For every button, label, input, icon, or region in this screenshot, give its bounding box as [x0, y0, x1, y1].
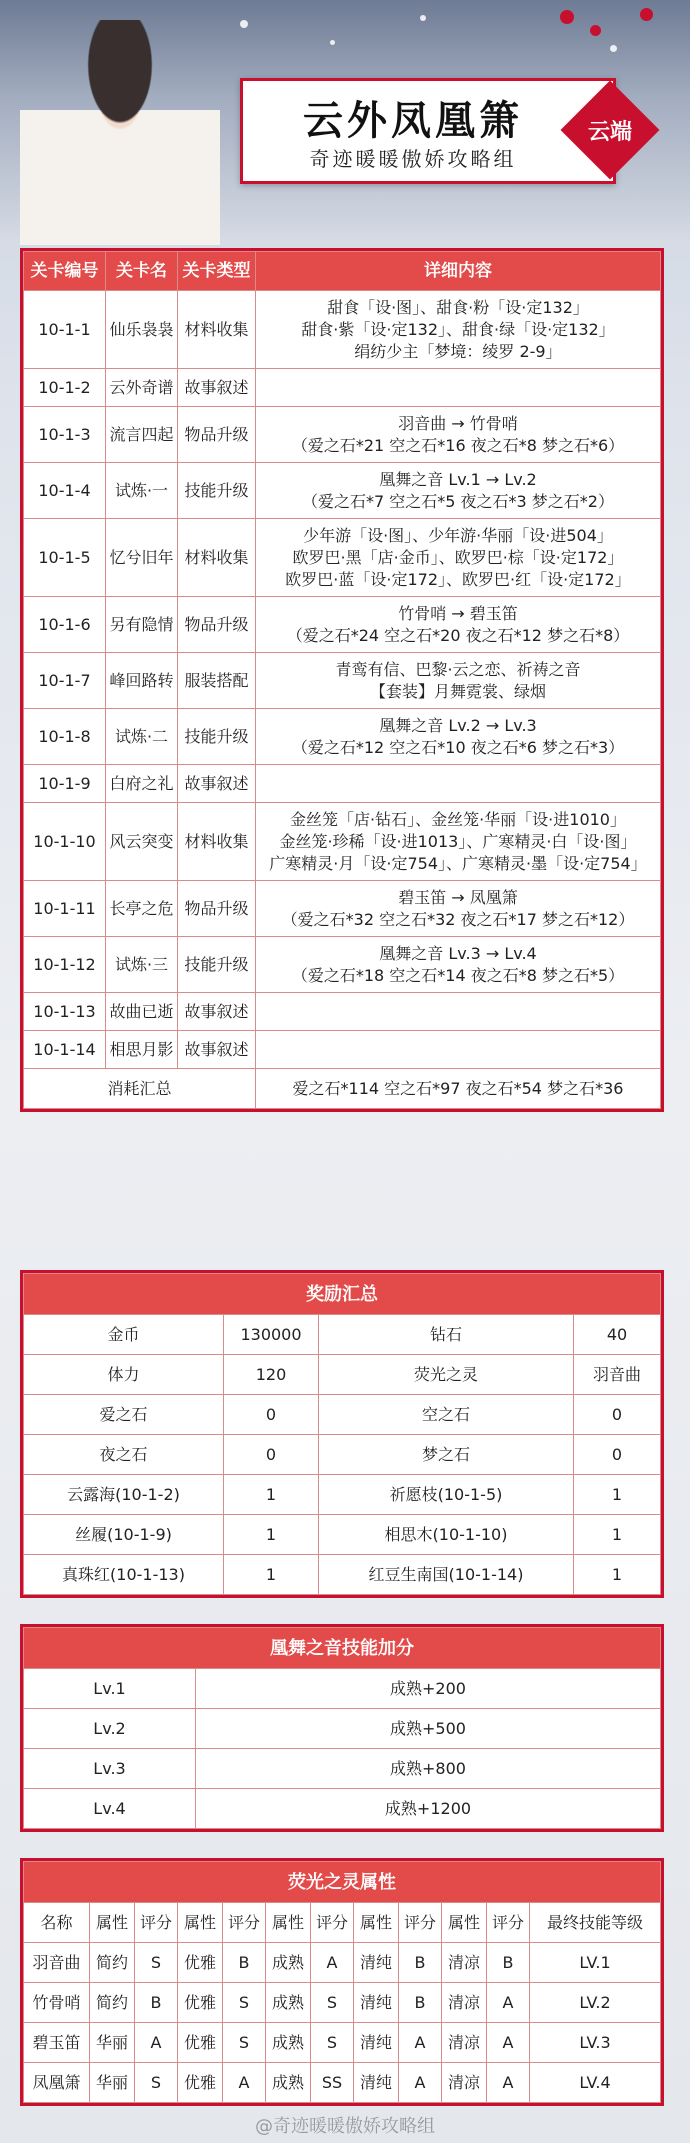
detail-line: 【套装】月舞霓裳、绿烟	[369, 681, 546, 701]
detail-line: （爱之石*12 空之石*10 夜之石*6 梦之石*3）	[291, 737, 625, 757]
level-detail	[256, 765, 661, 803]
table-row	[24, 1031, 661, 1069]
attr-cell: S	[311, 2023, 354, 2063]
attr-cell: B	[399, 1983, 442, 2023]
level-detail	[256, 709, 661, 765]
rewards-card	[20, 1270, 664, 1598]
attr-cell: 简约	[90, 1943, 135, 1983]
summary-label: 消耗汇总	[24, 1069, 256, 1109]
reward-value: 1	[224, 1555, 319, 1595]
attr-cell: 简约	[90, 1983, 135, 2023]
detail-line: 广寒精灵·月「设·定754」、广寒精灵·墨「设·定754」	[269, 853, 647, 873]
attrs-header-row	[24, 1903, 661, 1943]
level-id: 10-1-5	[24, 519, 106, 597]
attr-cell: 优雅	[178, 2063, 223, 2103]
table-row	[24, 2063, 661, 2103]
column-header: 评分	[135, 1903, 178, 1943]
skill-bonus: 成熟+200	[196, 1669, 661, 1709]
column-header: 属性	[354, 1903, 399, 1943]
attr-cell: 成熟	[266, 2023, 311, 2063]
level-type: 故事叙述	[178, 993, 256, 1031]
column-header: 评分	[487, 1903, 530, 1943]
skill-level: Lv.2	[24, 1709, 196, 1749]
attr-cell: S	[223, 2023, 266, 2063]
level-type: 物品升级	[178, 881, 256, 937]
rewards-title: 奖励汇总	[24, 1274, 661, 1315]
skill-card	[20, 1624, 664, 1832]
level-name: 试炼·二	[106, 709, 178, 765]
reward-name: 金币	[24, 1315, 224, 1355]
level-name: 忆兮旧年	[106, 519, 178, 597]
skill-level: Lv.4	[24, 1789, 196, 1829]
level-id: 10-1-14	[24, 1031, 106, 1069]
reward-name: 梦之石	[319, 1435, 574, 1475]
level-type: 故事叙述	[178, 369, 256, 407]
level-name: 试炼·三	[106, 937, 178, 993]
reward-value: 120	[224, 1355, 319, 1395]
level-type: 物品升级	[178, 597, 256, 653]
detail-line: 凰舞之音 Lv.3 → Lv.4	[379, 943, 537, 963]
level-type: 材料收集	[178, 519, 256, 597]
attr-cell: 清凉	[442, 2063, 487, 2103]
level-name: 云外奇谱	[106, 369, 178, 407]
table-row	[24, 1395, 661, 1435]
attr-cell: S	[223, 1983, 266, 2023]
level-name: 另有隐情	[106, 597, 178, 653]
detail-line: 碧玉笛 → 凤凰箫	[398, 887, 518, 907]
attr-cell: LV.2	[530, 1983, 661, 2023]
level-name: 试炼·一	[106, 463, 178, 519]
level-detail	[256, 803, 661, 881]
table-row	[24, 993, 661, 1031]
table-row	[24, 369, 661, 407]
reward-value: 130000	[224, 1315, 319, 1355]
table-row	[24, 1435, 661, 1475]
column-header: 属性	[178, 1903, 223, 1943]
column-header: 评分	[223, 1903, 266, 1943]
level-name: 故曲已逝	[106, 993, 178, 1031]
level-detail	[256, 463, 661, 519]
summary-value: 爱之石*114 空之石*97 夜之石*54 梦之石*36	[256, 1069, 661, 1109]
level-detail	[256, 653, 661, 709]
attr-cell: 成熟	[266, 1983, 311, 2023]
skill-level: Lv.3	[24, 1749, 196, 1789]
attrs-title: 荧光之灵属性	[24, 1862, 661, 1903]
detail-line: 羽音曲 → 竹骨哨	[398, 413, 518, 433]
column-header: 详细内容	[256, 252, 661, 291]
reward-value: 0	[224, 1395, 319, 1435]
column-header: 属性	[266, 1903, 311, 1943]
reward-value: 40	[574, 1315, 661, 1355]
level-name: 仙乐袅袅	[106, 291, 178, 369]
attr-cell: A	[487, 2063, 530, 2103]
detail-line: 竹骨哨 → 碧玉笛	[398, 603, 518, 623]
level-name: 长亭之危	[106, 881, 178, 937]
region-badge: 云端	[587, 119, 632, 145]
table-row	[24, 291, 661, 369]
reward-name: 钻石	[319, 1315, 574, 1355]
detail-line: （爱之石*21 空之石*16 夜之石*8 梦之石*6）	[291, 435, 625, 455]
skill-level: Lv.1	[24, 1669, 196, 1709]
detail-line: （爱之石*18 空之石*14 夜之石*8 梦之石*5）	[291, 965, 625, 985]
character-illustration	[20, 20, 220, 245]
level-type: 技能升级	[178, 937, 256, 993]
table-row	[24, 653, 661, 709]
reward-name: 真珠红(10-1-13)	[24, 1555, 224, 1595]
level-detail	[256, 369, 661, 407]
column-header: 最终技能等级	[530, 1903, 661, 1943]
detail-line: 少年游「设·图」、少年游·华丽「设·进504」	[303, 525, 613, 545]
attr-cell: 清凉	[442, 2023, 487, 2063]
level-detail	[256, 1031, 661, 1069]
attr-cell: S	[311, 1983, 354, 2023]
table-row	[24, 937, 661, 993]
reward-name: 体力	[24, 1355, 224, 1395]
skill-bonus: 成熟+500	[196, 1709, 661, 1749]
table-row	[24, 519, 661, 597]
detail-line: 绢纺少主「梦境：绫罗 2-9」	[354, 341, 562, 361]
item-name: 竹骨哨	[24, 1983, 90, 2023]
reward-value: 1	[224, 1475, 319, 1515]
level-name: 流言四起	[106, 407, 178, 463]
level-name: 风云突变	[106, 803, 178, 881]
attrs-card	[20, 1858, 664, 2106]
summary-row	[24, 1069, 661, 1109]
level-id: 10-1-4	[24, 463, 106, 519]
level-type: 物品升级	[178, 407, 256, 463]
level-detail	[256, 993, 661, 1031]
detail-line: 甜食「设·图」、甜食·粉「设·定132」	[327, 297, 589, 317]
attr-cell: 优雅	[178, 1983, 223, 2023]
detail-line: 凰舞之音 Lv.1 → Lv.2	[379, 469, 537, 489]
level-name: 相思月影	[106, 1031, 178, 1069]
table-row	[24, 1475, 661, 1515]
attr-cell: LV.3	[530, 2023, 661, 2063]
table-row	[24, 709, 661, 765]
reward-value: 1	[224, 1515, 319, 1555]
level-detail	[256, 519, 661, 597]
reward-value: 0	[574, 1435, 661, 1475]
column-header: 名称	[24, 1903, 90, 1943]
level-table-card	[20, 248, 664, 1112]
detail-line: 青鸾有信、巴黎·云之恋、祈祷之音	[335, 659, 581, 679]
attr-cell: 华丽	[90, 2023, 135, 2063]
level-id: 10-1-3	[24, 407, 106, 463]
level-detail	[256, 407, 661, 463]
level-id: 10-1-11	[24, 881, 106, 937]
attr-cell: A	[311, 1943, 354, 1983]
level-id: 10-1-2	[24, 369, 106, 407]
level-type: 故事叙述	[178, 1031, 256, 1069]
reward-name: 荧光之灵	[319, 1355, 574, 1395]
level-id: 10-1-13	[24, 993, 106, 1031]
level-type: 技能升级	[178, 463, 256, 519]
detail-line: （爱之石*32 空之石*32 夜之石*17 梦之石*12）	[281, 909, 635, 929]
table-row	[24, 1789, 661, 1829]
table-row	[24, 881, 661, 937]
title-banner	[240, 78, 616, 184]
reward-value: 0	[574, 1395, 661, 1435]
reward-name: 相思木(10-1-10)	[319, 1515, 574, 1555]
item-name: 凤凰箫	[24, 2063, 90, 2103]
item-name: 羽音曲	[24, 1943, 90, 1983]
watermark: @奇迹暖暖傲娇攻略组	[255, 2116, 435, 2137]
level-name: 峰回路转	[106, 653, 178, 709]
level-detail	[256, 937, 661, 993]
rewards-table	[23, 1273, 661, 1595]
reward-name: 云露海(10-1-2)	[24, 1475, 224, 1515]
level-id: 10-1-6	[24, 597, 106, 653]
attr-cell: 清纯	[354, 2023, 399, 2063]
table-row	[24, 1555, 661, 1595]
detail-line: 欧罗巴·蓝「设·定172」、欧罗巴·红「设·定172」	[285, 569, 631, 589]
skill-table	[23, 1627, 661, 1829]
attr-cell: B	[135, 1983, 178, 2023]
detail-line: 金丝笼·珍稀「设·进1013」、广寒精灵·白「设·图」	[279, 831, 637, 851]
table-row	[24, 1709, 661, 1749]
table-row	[24, 1983, 661, 2023]
column-header: 属性	[442, 1903, 487, 1943]
attr-cell: 成熟	[266, 1943, 311, 1983]
attrs-table	[23, 1861, 661, 2103]
reward-name: 丝履(10-1-9)	[24, 1515, 224, 1555]
table-row	[24, 1943, 661, 1983]
level-name: 白府之礼	[106, 765, 178, 803]
attr-cell: 清凉	[442, 1983, 487, 2023]
reward-name: 红豆生南国(10-1-14)	[319, 1555, 574, 1595]
table-row	[24, 2023, 661, 2063]
attr-cell: A	[399, 2063, 442, 2103]
attr-cell: 清凉	[442, 1943, 487, 1983]
level-type: 故事叙述	[178, 765, 256, 803]
column-header: 关卡名	[106, 252, 178, 291]
table-row	[24, 407, 661, 463]
level-id: 10-1-12	[24, 937, 106, 993]
column-header: 关卡编号	[24, 252, 106, 291]
attr-cell: 清纯	[354, 1983, 399, 2023]
level-id: 10-1-1	[24, 291, 106, 369]
skill-bonus: 成熟+800	[196, 1749, 661, 1789]
attr-cell: 成熟	[266, 2063, 311, 2103]
level-table	[23, 251, 661, 1109]
column-header: 评分	[399, 1903, 442, 1943]
reward-value: 1	[574, 1555, 661, 1595]
column-header: 属性	[90, 1903, 135, 1943]
reward-value: 0	[224, 1435, 319, 1475]
table-row	[24, 765, 661, 803]
attr-cell: S	[135, 1943, 178, 1983]
attr-cell: LV.4	[530, 2063, 661, 2103]
level-type: 服装搭配	[178, 653, 256, 709]
attr-cell: B	[223, 1943, 266, 1983]
detail-line: （爱之石*24 空之石*20 夜之石*12 梦之石*8）	[286, 625, 630, 645]
item-name: 碧玉笛	[24, 2023, 90, 2063]
attr-cell: 清纯	[354, 2063, 399, 2103]
reward-name: 爱之石	[24, 1395, 224, 1435]
column-header: 关卡类型	[178, 252, 256, 291]
table-row	[24, 597, 661, 653]
reward-value: 羽音曲	[574, 1355, 661, 1395]
table-row	[24, 1355, 661, 1395]
level-type: 技能升级	[178, 709, 256, 765]
reward-value: 1	[574, 1515, 661, 1555]
level-id: 10-1-10	[24, 803, 106, 881]
level-id: 10-1-7	[24, 653, 106, 709]
page-subtitle: 奇迹暖暖傲娇攻略组	[309, 147, 517, 171]
attr-cell: A	[399, 2023, 442, 2063]
level-detail	[256, 597, 661, 653]
table-row	[24, 463, 661, 519]
table-row	[24, 1515, 661, 1555]
level-detail	[256, 881, 661, 937]
level-type: 材料收集	[178, 291, 256, 369]
level-type: 材料收集	[178, 803, 256, 881]
level-id: 10-1-9	[24, 765, 106, 803]
reward-value: 1	[574, 1475, 661, 1515]
table-row	[24, 1315, 661, 1355]
level-detail	[256, 291, 661, 369]
attr-cell: B	[487, 1943, 530, 1983]
table-row	[24, 1749, 661, 1789]
attr-cell: A	[487, 1983, 530, 2023]
detail-line: （爱之石*7 空之石*5 夜之石*3 梦之石*2）	[302, 491, 614, 511]
table-row	[24, 803, 661, 881]
column-header: 评分	[311, 1903, 354, 1943]
skill-bonus: 成熟+1200	[196, 1789, 661, 1829]
attr-cell: B	[399, 1943, 442, 1983]
attr-cell: 优雅	[178, 1943, 223, 1983]
attr-cell: A	[223, 2063, 266, 2103]
reward-name: 夜之石	[24, 1435, 224, 1475]
attr-cell: A	[487, 2023, 530, 2063]
attr-cell: S	[135, 2063, 178, 2103]
reward-name: 空之石	[319, 1395, 574, 1435]
level-table-header	[24, 252, 661, 291]
page-title: 云外凤凰箫	[303, 97, 523, 144]
level-id: 10-1-8	[24, 709, 106, 765]
detail-line: 甜食·紫「设·定132」、甜食·绿「设·定132」	[301, 319, 615, 339]
detail-line: 欧罗巴·黑「店·金币」、欧罗巴·棕「设·定172」	[292, 547, 624, 567]
attr-cell: 优雅	[178, 2023, 223, 2063]
skill-title: 凰舞之音技能加分	[24, 1628, 661, 1669]
attr-cell: LV.1	[530, 1943, 661, 1983]
table-row	[24, 1669, 661, 1709]
attr-cell: A	[135, 2023, 178, 2063]
reward-name: 祈愿枝(10-1-5)	[319, 1475, 574, 1515]
detail-line: 金丝笼「店·钻石」、金丝笼·华丽「设·进1010」	[290, 809, 626, 829]
attr-cell: 清纯	[354, 1943, 399, 1983]
attr-cell: SS	[311, 2063, 354, 2103]
detail-line: 凰舞之音 Lv.2 → Lv.3	[379, 715, 537, 735]
attr-cell: 华丽	[90, 2063, 135, 2103]
